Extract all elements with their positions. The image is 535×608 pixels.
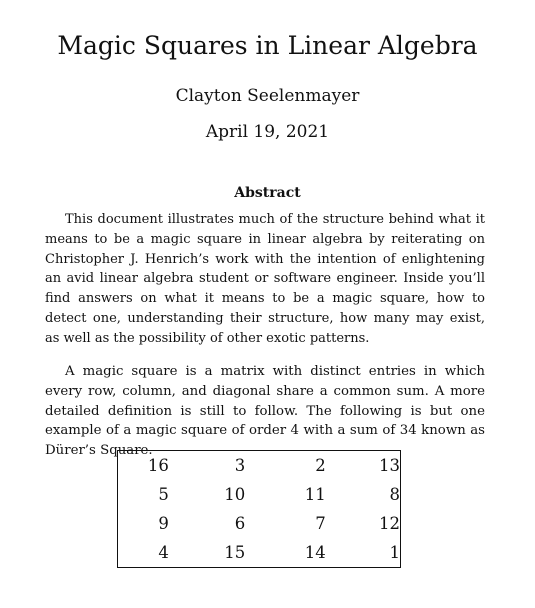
table-cell: 3 [234,455,246,475]
table-cell: 9 [158,513,169,533]
table-cell: 4 [158,542,169,562]
table-row [118,538,401,568]
table-cell: 12 [379,513,400,533]
body-paragraph: A magic square is a matrix with distinct entries in which every row, column, and diagonal share a common sum. A more detailed definition is still to follow. The following is but one example of a magic square of order 4 with a sum of 34 known as Dürer’s Square. [45,364,485,459]
paper-title: Magic Squares in Linear Algebra [57,31,478,60]
table-cell: 7 [315,513,326,533]
table-row [118,509,401,538]
table-cell: 10 [224,484,246,504]
publication-date: April 19, 2021 [205,122,330,142]
table-cell: 15 [224,542,246,562]
abstract-paragraph: This document illustrates much of the structure behind what it means to be a magic square in linear algebra by reiterating on Christopher J. Henrich’s work with the intention of enlightening an avid linear algebra student or software engineer. Inside you’ll find answers on what it means to be a magic square, how to detect one, understanding their structure, how many may exist, as well as the possibility of other exotic patterns. [45,212,485,346]
table-cell: 13 [379,455,400,475]
author-name: Clayton Seelenmayer [175,86,360,106]
table-row [118,480,401,509]
table-cell: 1 [389,542,400,562]
magic-square-table [117,450,401,568]
table-cell: 16 [147,455,169,475]
table-cell: 6 [234,513,246,533]
table-row [118,451,401,481]
abstract-heading: Abstract [234,185,301,201]
table-cell: 5 [158,484,169,504]
table-cell: 8 [389,484,400,504]
table-cell: 2 [315,455,326,475]
table-cell: 11 [304,484,326,504]
table-cell: 14 [304,542,326,562]
